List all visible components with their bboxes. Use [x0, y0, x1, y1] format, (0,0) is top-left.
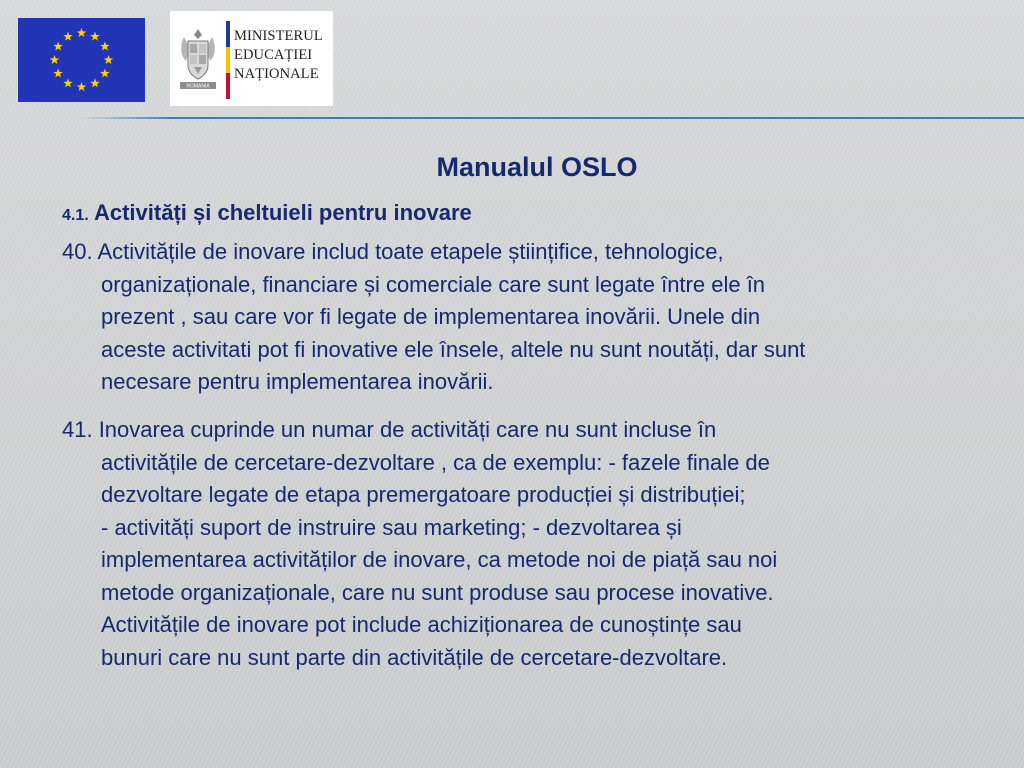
paragraph-line: Activitățile de inovare pot include achiziționarea de cunoștințe sau	[101, 612, 742, 637]
eu-star-icon	[100, 69, 110, 78]
eu-star-icon	[50, 55, 60, 64]
section-heading	[62, 200, 472, 226]
slide-title: Manualul OSLO	[436, 152, 638, 182]
eu-star-icon	[77, 28, 87, 37]
eu-star-icon	[90, 32, 100, 41]
ministry-name-line-1: MINISTERUL	[234, 28, 323, 44]
paragraph-40	[62, 236, 1022, 399]
paragraph-line: metode organizaționale, care nu sunt produse sau procese inovative.	[101, 579, 774, 605]
header-divider	[80, 117, 1024, 119]
paragraph-line: 41. Inovarea cuprinde un numar de activități care nu sunt incluse în	[62, 417, 717, 442]
crest-label: ROMANIA	[186, 83, 210, 90]
eu-star-icon	[63, 78, 73, 87]
paragraph-line: dezvoltare legate de etapa premergatoare producției și distribuției;	[101, 482, 746, 507]
section-number: 4.1.	[62, 207, 89, 224]
paragraph-line: bunuri care nu sunt parte din activitățile de cercetare-dezvoltare.	[101, 644, 728, 670]
paragraph-line: necesare pentru implementarea inovării.	[101, 369, 494, 394]
section-title: Activități și cheltuieli pentru inovare	[88, 200, 472, 225]
paragraph-line: organizaționale, financiare și comerciale care sunt legate între ele în	[101, 271, 766, 297]
eu-star-icon	[90, 78, 100, 87]
ministry-name	[234, 27, 330, 84]
paragraph-line: activitățile de cercetare-dezvoltare , ca de exemplu: - fazele finale de	[101, 449, 770, 475]
romania-coat-of-arms-icon	[176, 25, 220, 93]
eu-star-icon	[104, 55, 114, 64]
eu-star-icon	[53, 69, 63, 78]
paragraph-line: aceste activitati pot fi inovative ele însele, altele nu sunt noutăți, dar sunt	[101, 336, 806, 362]
eu-flag-logo	[17, 17, 146, 103]
ministry-logo	[170, 11, 333, 106]
eu-star-icon	[100, 42, 110, 51]
eu-stars-icon	[18, 18, 145, 102]
ministry-name-line-2: EDUCAȚIEI	[234, 47, 313, 63]
eu-star-icon	[53, 42, 63, 51]
paragraph-line: implementarea activităților de inovare, ca metode noi de piață sau noi	[101, 547, 778, 572]
eu-star-icon	[63, 32, 73, 41]
ministry-color-bar	[226, 21, 230, 99]
paragraph-line: - activități suport de instruire sau marketing; - dezvoltarea și	[101, 514, 682, 540]
paragraph-line: prezent , sau care vor fi legate de implementarea inovării. Unele din	[101, 304, 761, 329]
eu-star-icon	[77, 82, 87, 91]
paragraph-41	[62, 414, 1022, 674]
ministry-name-line-3: NAȚIONALE	[234, 66, 319, 82]
paragraph-line: 40. Activitățile de inovare includ toate etapele științifice, tehnologice,	[62, 239, 724, 264]
